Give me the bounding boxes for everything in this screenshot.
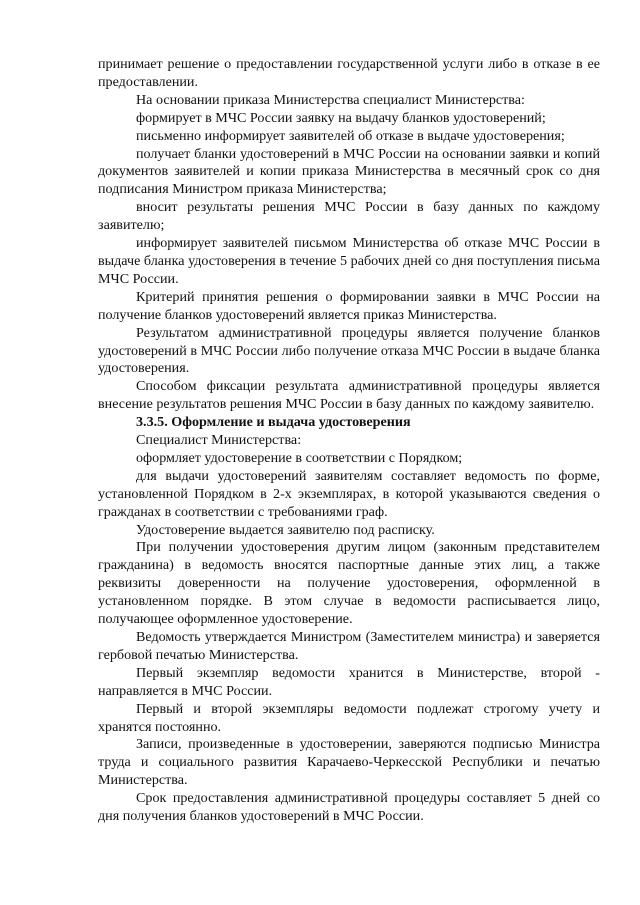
paragraph: При получении удостоверения другим лицом (законным представителем гражданина) в ведомость вносятся паспортные данные этих лиц, а также реквизиты доверенности на получение удостоверения, оформленной в установленном порядке. В этом случае в ведомости расписывается лицо, получающее оформленное удостоверение. [98, 539, 600, 628]
paragraph: Первый и второй экземпляры ведомости подлежат строгому учету и хранятся постоянно. [98, 700, 600, 735]
paragraph: Специалист Министерства: [136, 432, 302, 449]
paragraph: информирует заявителей письмом Министерства об отказе МЧС России в выдаче бланка удостоверения в течение 5 рабочих дней со дня поступления письма МЧС России. [98, 235, 600, 287]
paragraph: Способом фиксации результата административной процедуры является внесение результатов решения МЧС России в базу данных по каждому заявителю. [98, 378, 600, 413]
paragraph: Критерий принятия решения о формировании заявки в МЧС России на получение бланков удостоверений является приказ Министерства. [98, 288, 600, 323]
paragraph: На основании приказа Министерства специалист Министерства: [136, 91, 525, 108]
paragraph: письменно информирует заявителей об отказе в выдаче удостоверения; [136, 127, 565, 144]
paragraph: Первый экземпляр ведомости хранится в Министерстве, второй - направляется в МЧС России. [98, 664, 600, 699]
section-heading: 3.3.5. Оформление и выдача удостоверения [136, 414, 411, 431]
paragraph: вносит результаты решения МЧС России в базу данных по каждому заявителю; [98, 199, 600, 234]
paragraph: Удостоверение выдается заявителю под расписку. [136, 521, 435, 538]
paragraph: принимает решение о предоставлении государственной услуги либо в отказе в ее предоставлении. [98, 56, 600, 90]
paragraph: оформляет удостоверение в соответствии с Порядком; [136, 449, 463, 466]
paragraph: Записи, произведенные в удостоверении, заверяются подписью Министра труда и социального развития Карачаево-Черкесской Республики и печатью Министерства. [98, 736, 600, 789]
paragraph: Результатом административной процедуры является получение бланков удостоверений в МЧС России либо получение отказа МЧС России в выдаче бланка удостоверения. [98, 324, 600, 377]
paragraph: формирует в МЧС России заявку на выдачу бланков удостоверений; [136, 109, 546, 126]
paragraph: Срок предоставления административной процедуры составляет 5 дней со дня получения бланков удостоверений в МЧС России. [98, 790, 600, 825]
paragraph: Ведомость утверждается Министром (Заместителем министра) и заверяется гербовой печатью Министерства. [98, 629, 600, 663]
document-body [98, 56, 600, 826]
paragraph: для выдачи удостоверений заявителям составляет ведомость по форме, установленной Порядком в 2-х экземплярах, в которой указываются сведения о гражданах в соответствии с требованиями граф. [98, 467, 600, 520]
paragraph: получает бланки удостоверений в МЧС России на основании заявки и копий документов заявителей и копии приказа Министерства в месячный срок со дня подписания Министром приказа Министерства; [98, 145, 600, 198]
